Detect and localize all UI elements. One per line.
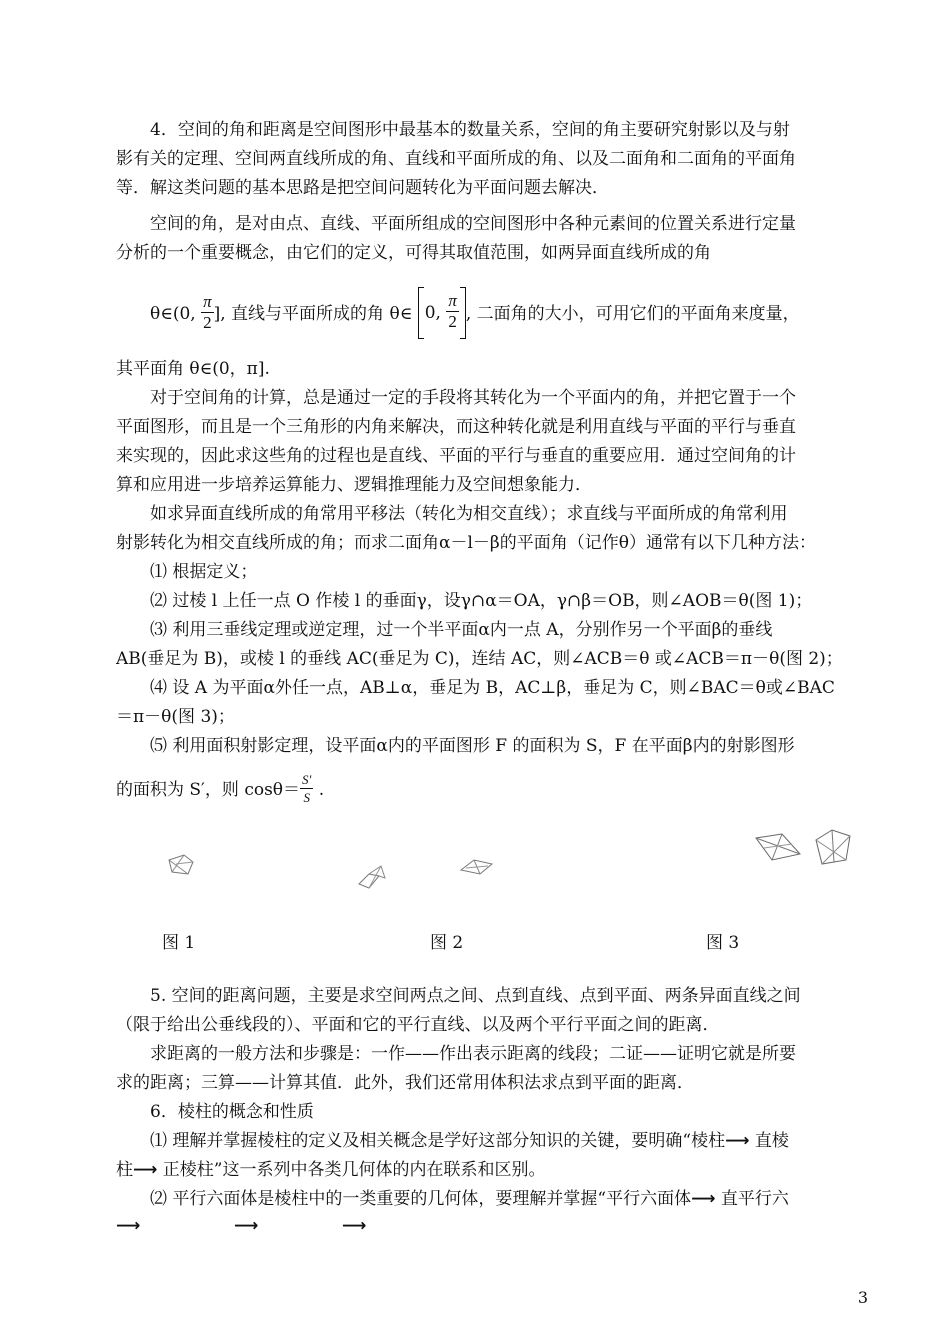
p1-text-c: 柱 [116,1160,133,1180]
section6-title: 6．棱柱的概念和性质 [150,1102,314,1122]
p2-text-a: ⑵ 平行六面体是棱柱中的一类重要的几何体，要理解并掌握“平行六面体 [150,1189,692,1209]
period: . [318,780,325,800]
section4-line3: 等．解这类问题的基本思路是把空间问题转化为平面问题去解决． [116,178,609,198]
section4-line2: 影有关的定理、空间两直线所成的角、直线和平面所成的角、以及二面角和二面角的平面角 [116,149,796,169]
figure-2b-image [458,856,496,878]
section6-p1-line1 [150,1129,789,1153]
figure-1-caption: 图 1 [162,933,196,953]
angle-para-line2: 分析的一个重要概念，由它们的定义，可得其取值范围，如两异面直线所成的角 [116,243,711,263]
p2-text-b: 直平行六 [715,1189,789,1209]
page-number: 3 [857,1288,868,1307]
theta-range-2: ], 直线与平面所成的角 θ∈ [213,304,413,324]
method-3-line2: AB(垂足为 B)，或棱 l 的垂线 AC(垂足为 C)，连结 AC，则∠ACB＝θ 或∠ACB＝π－θ(图 2)； [116,649,843,669]
section5-line2: （限于给出公垂线段的）、平面和它的平行直线、以及两个平行平面之间的距离． [116,1015,720,1035]
methods-line2: 射影转化为相交直线所成的角；而求二面角α－l－β的平面角（记作θ）通常有以下几种方法： [116,533,816,553]
angle-para-line4: 其平面角 θ∈(0，π]. [116,359,270,379]
angle-para-line1: 空间的角，是对由点、直线、平面所组成的空间图形中各种元素间的位置关系进行定量 [150,214,796,234]
fraction-num: S′ [302,772,312,787]
figure-3b-image [810,826,856,868]
fraction-den: 2 [203,313,212,332]
fraction-den: S [303,790,310,805]
method-4-line1: ⑷ 设 A 为平面α外任一点，AB⊥α，垂足为 B，AC⊥β，垂足为 C，则∠BAC＝θ或∠BAC [150,678,835,698]
cos-formula-text: 的面积为 S′，则 cosθ＝ [116,780,301,800]
figure-2-caption: 图 2 [430,933,464,953]
section4-line1: 4．空间的角和距离是空间图形中最基本的数量关系，空间的角主要研究射影以及与射 [150,120,790,140]
fraction-den: 2 [448,311,457,331]
theta-range-1: θ∈(0, [150,304,196,324]
fraction-num: π [203,292,212,311]
closed-interval-bracket [418,287,466,339]
p1-text-b: 直棱 [749,1131,789,1151]
figure-3-caption: 图 3 [706,933,740,953]
section5-line1: 5. 空间的距离问题，主要是求空间两点之间、点到直线、点到平面、两条异面直线之间 [150,986,801,1006]
section6-p1-line2 [116,1158,545,1182]
method-3-line1: ⑶ 利用三垂线定理或逆定理，过一个半平面α内一点 A，分别作另一个平面β的垂线 [150,620,773,640]
figure-2-image [355,864,389,892]
calc-para-line1: 对于空间角的计算，总是通过一定的手段将其转化为一个平面内的角，并把它置于一个 [150,388,796,408]
p1-text-d: 正棱柱”这一系列中各类几何体的内在联系和区别。 [157,1160,546,1180]
arrow-icon: ⟶ [342,1216,367,1236]
figure-3a-image [752,830,804,864]
angle-range-line [150,288,800,341]
arrow-icon: ⟶ [725,1131,750,1151]
pi-over-2-fraction-1 [201,292,214,333]
figure-1-image [166,852,196,878]
method-4-line2: ＝π－θ(图 3)； [116,707,235,727]
fraction-num: π [448,290,457,310]
pi-over-2-fraction-2 [446,291,459,332]
arrow-icon: ⟶ [116,1216,141,1236]
arrow-icon: ⟶ [691,1189,716,1209]
calc-para-line3: 来实现的，因此求这些角的过程也是直线、平面的平行与垂直的重要应用．通过空间角的计 [116,446,796,466]
theta-range-3: , 二面角的大小，可用它们的平面角来度量， [465,304,800,324]
section6-p2-line1 [150,1187,789,1211]
method-1: ⑴ 根据定义； [150,562,258,582]
calc-para-line4: 算和应用进一步培养运算能力、逻辑推理能力及空间想象能力． [116,475,592,495]
method-5-line2 [116,772,324,808]
calc-para-line2: 平面图形，而且是一个三角形的内角来解决，而这种转化就是利用直线与平面的平行与垂直 [116,417,796,437]
method-2: ⑵ 过棱 l 上任一点 O 作棱 l 的垂面γ，设γ∩α＝OA，γ∩β＝OB，则∠AOB＝θ(图 1)； [150,591,813,611]
methods-line1: 如求异面直线所成的角常用平移法（转化为相交直线）；求直线与平面所成的角常利用 [150,504,788,524]
method-5-line1: ⑸ 利用面积射影定理，设平面α内的平面图形 F 的面积为 S，F 在平面β内的射影图形 [150,736,795,756]
interval-zero: 0, [424,302,441,323]
arrow-icon: ⟶ [234,1216,259,1236]
p1-text-a: ⑴ 理解并掌握棱柱的定义及相关概念是学好这部分知识的关键，要明确“棱柱 [150,1131,726,1151]
section5-line3: 求距离的一般方法和步骤是：一作——作出表示距离的线段；二证——证明它就是所要 [150,1044,796,1064]
section5-line4: 求的距离；三算——计算其值．此外，我们还常用体积法求点到平面的距离． [116,1073,694,1093]
arrow-icon: ⟶ [133,1160,158,1180]
area-ratio-fraction [300,771,313,806]
